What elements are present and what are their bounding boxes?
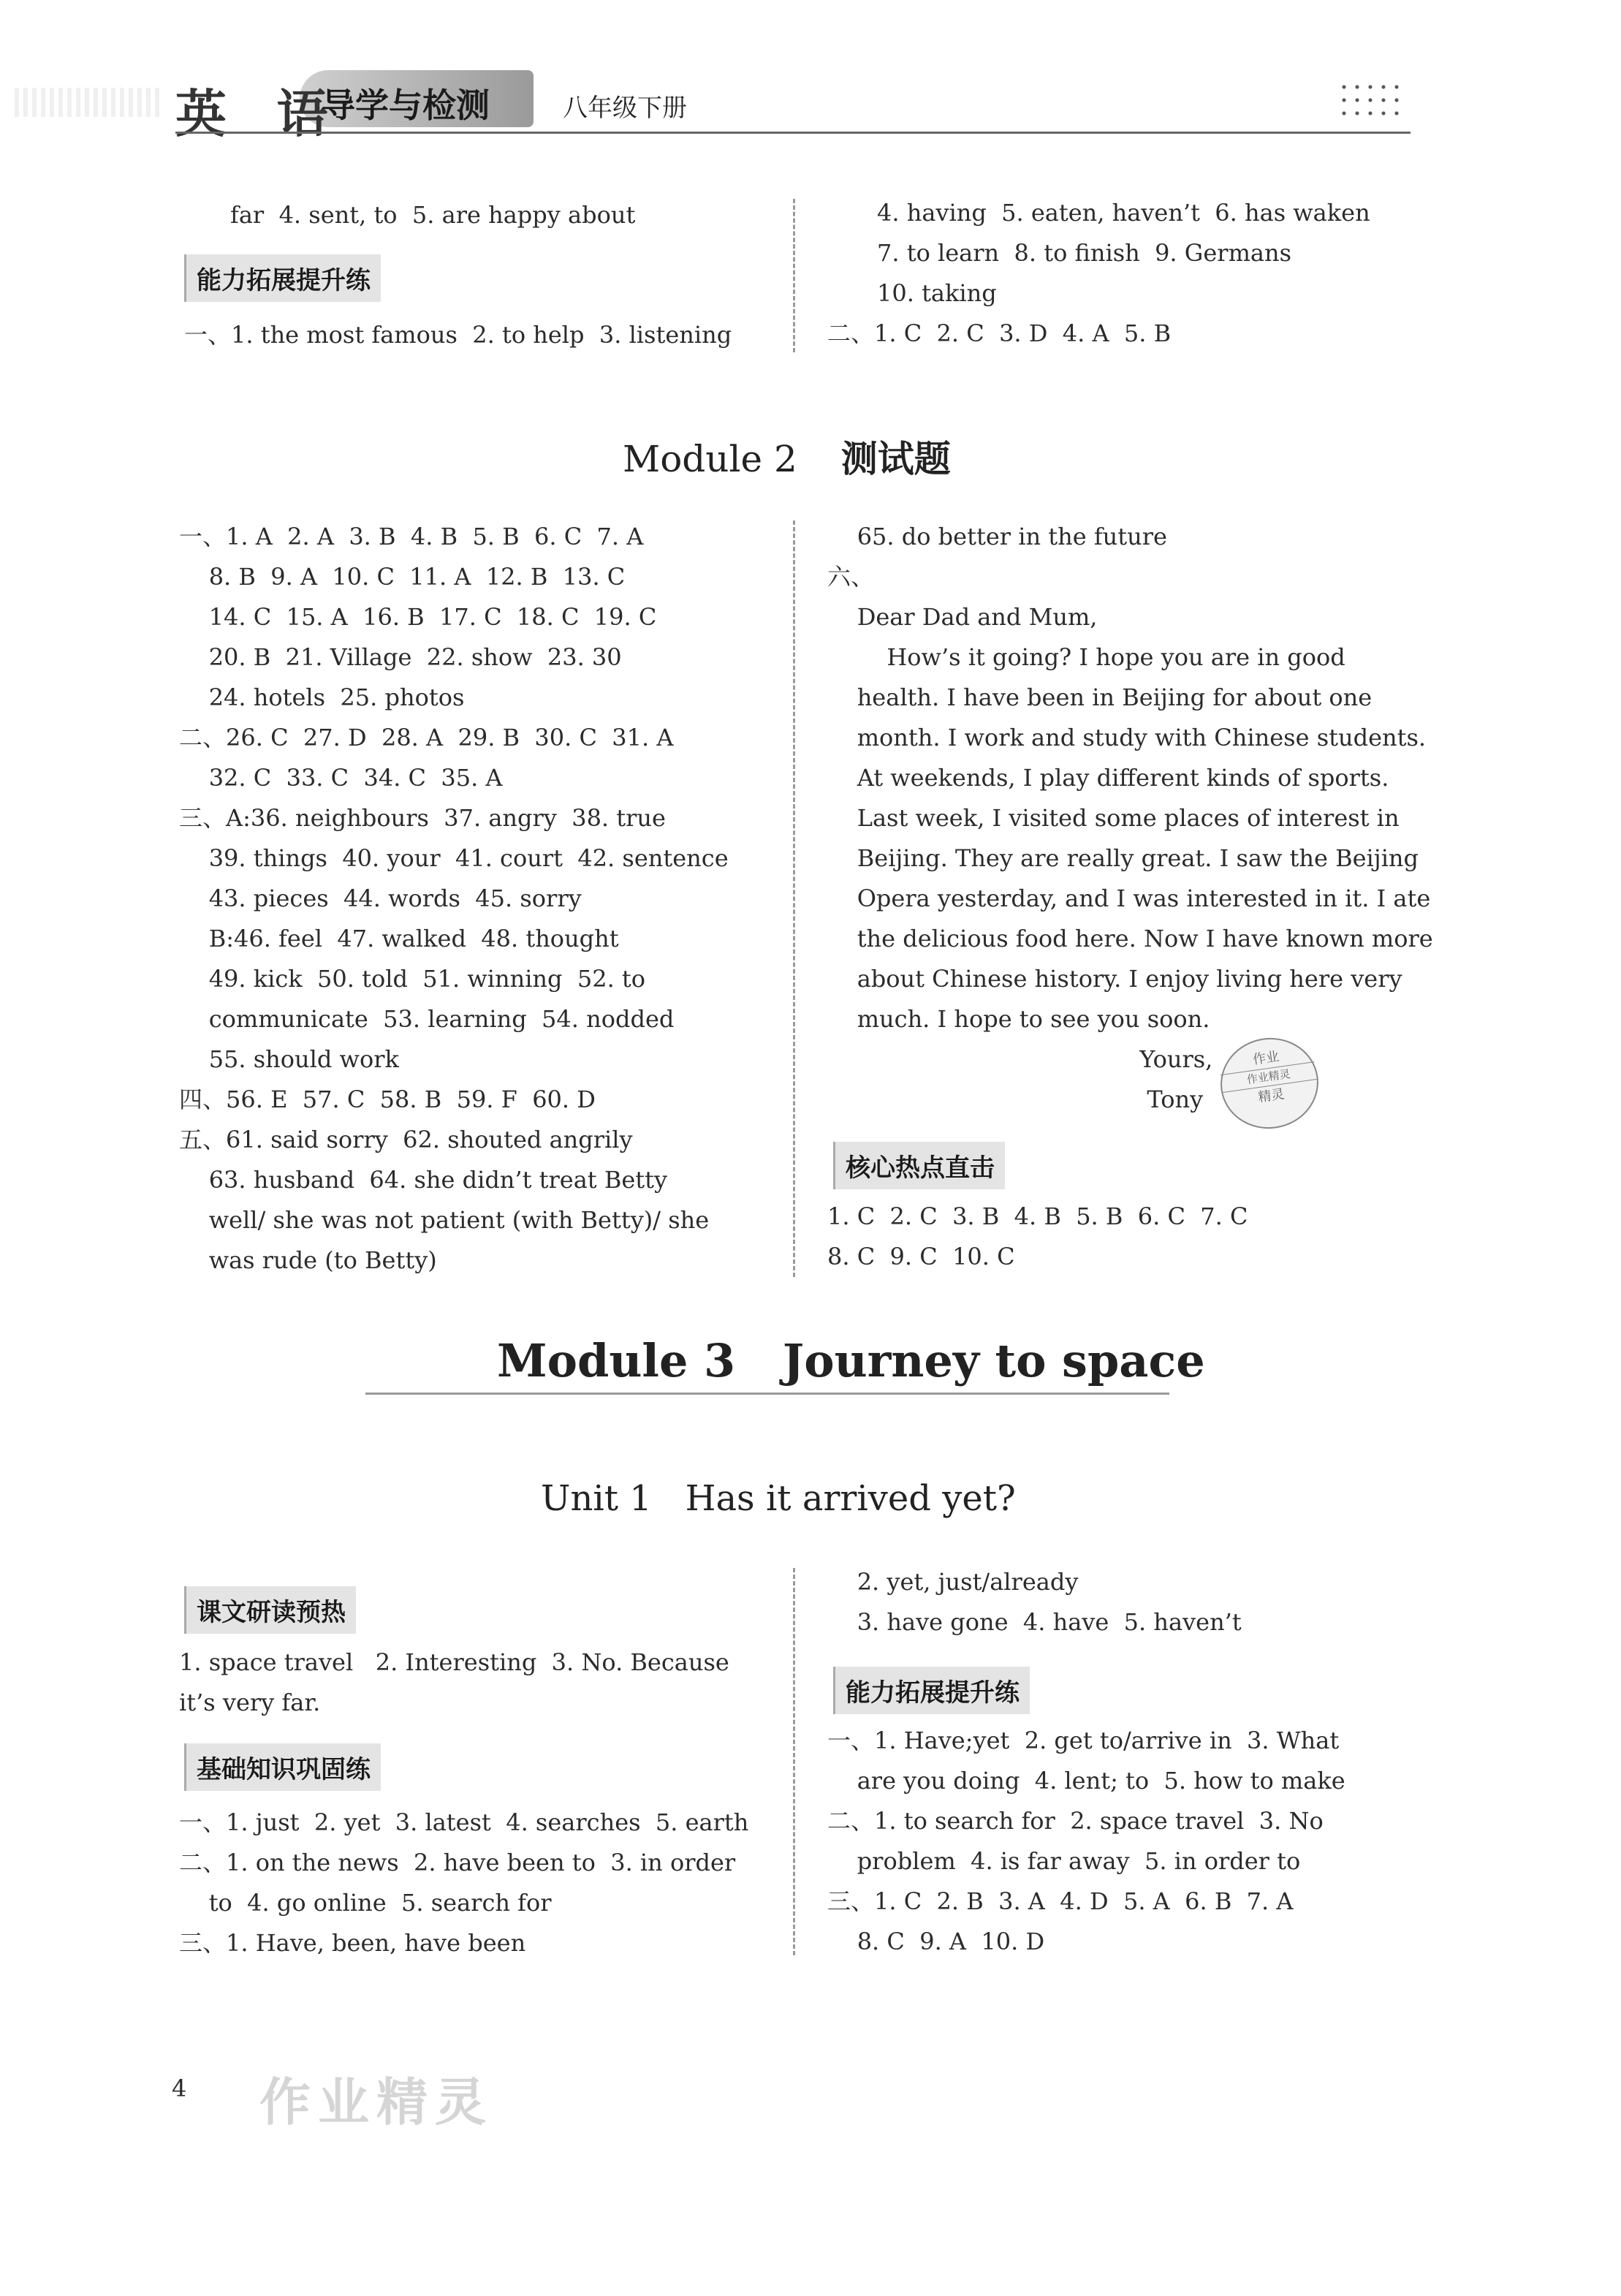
watermark: 作业精灵	[259, 2072, 493, 2132]
answer-line: Tony	[827, 1086, 1204, 1113]
answer-line: 55. should work	[179, 1045, 399, 1073]
module3-underline	[365, 1393, 1169, 1395]
answer-line: 20. B 21. Village 22. show 23. 30	[179, 643, 622, 671]
answer-line: Beijing. They are really great. I saw the Beijing	[827, 844, 1419, 872]
answer-line: 63. husband 64. she didn’t treat Betty	[179, 1166, 668, 1194]
answer-line: Yours,	[827, 1045, 1213, 1073]
section-heading: 能力拓展提升练	[184, 254, 381, 302]
answer-line: 10. taking	[877, 279, 997, 307]
header-decoration	[15, 88, 161, 117]
answer-line: At weekends, I play different kinds of sports.	[827, 764, 1389, 792]
answer-line: 四、56. E 57. C 58. B 59. F 60. D	[179, 1086, 596, 1113]
answer-line: the delicious food here. Now I have known more	[827, 925, 1433, 952]
answer-line: 二、26. C 27. D 28. A 29. B 30. C 31. A	[179, 724, 674, 751]
grade-label: 八年级下册	[563, 94, 687, 123]
answer-line: 1. space travel 2. Interesting 3. No. Because	[179, 1648, 729, 1676]
section-heading: 基础知识巩固练	[184, 1743, 381, 1791]
section-heading: 核心热点直击	[833, 1142, 1005, 1189]
answer-line: health. I have been in Beijing for about one	[827, 683, 1373, 711]
answer-line: month. I work and study with Chinese students.	[827, 724, 1427, 751]
answer-line: 1. C 2. C 3. B 4. B 5. B 6. C 7. C	[827, 1202, 1248, 1230]
stamp-logo	[1215, 1031, 1324, 1134]
header-divider	[175, 132, 1411, 134]
answer-line: 24. hotels 25. photos	[179, 683, 465, 711]
answer-line: 二、1. to search for 2. space travel 3. No	[827, 1807, 1324, 1835]
answer-line: problem 4. is far away 5. in order to	[827, 1847, 1301, 1875]
answer-line: 一、1. A 2. A 3. B 4. B 5. B 6. C 7. A	[179, 523, 644, 550]
answer-line: Last week, I visited some places of interest in	[827, 804, 1400, 832]
answer-line: 六、	[827, 563, 875, 591]
answer-line: Dear Dad and Mum,	[827, 603, 1098, 631]
module2-title-cn: 测试题	[840, 438, 951, 480]
page-number: 4	[172, 2075, 187, 2102]
answer-line: 三、1. Have, been, have been	[179, 1929, 526, 1957]
answer-line: 二、1. C 2. C 3. D 4. A 5. B	[827, 319, 1172, 347]
answer-line: 三、A:36. neighbours 37. angry 38. true	[179, 804, 666, 832]
answer-line: much. I hope to see you soon.	[827, 1005, 1210, 1033]
stamp-text: 作业	[1251, 1048, 1280, 1068]
answer-line: 五、61. said sorry 62. shouted angrily	[179, 1126, 633, 1153]
answer-line: 3. have gone 4. have 5. haven’t	[827, 1608, 1242, 1636]
answer-line: 一、1. Have;yet 2. get to/arrive in 3. What	[827, 1727, 1340, 1754]
answer-line: 一、1. the most famous 2. to help 3. listening	[184, 321, 732, 349]
subject-title: 英 语	[175, 83, 344, 144]
answer-line: far 4. sent, to 5. are happy about	[230, 201, 636, 229]
answer-line: How’s it going? I hope you are in good	[827, 643, 1345, 671]
answer-line: 7. to learn 8. to finish 9. Germans	[877, 239, 1292, 267]
column-divider	[793, 1568, 795, 1955]
answer-line: well/ she was not patient (with Betty)/ she	[179, 1206, 710, 1234]
answer-line: 49. kick 50. told 51. winning 52. to	[179, 965, 646, 993]
dot-grid-icon	[1337, 80, 1403, 124]
stamp-text: 精灵	[1257, 1086, 1286, 1105]
answer-line: 三、1. C 2. B 3. A 4. D 5. A 6. B 7. A	[827, 1887, 1294, 1915]
answer-line: 8. B 9. A 10. C 11. A 12. B 13. C	[179, 563, 626, 591]
answer-line: 43. pieces 44. words 45. sorry	[179, 884, 582, 912]
answer-line: 8. C 9. C 10. C	[827, 1243, 1015, 1270]
answer-line: Opera yesterday, and I was interested in it. I ate	[827, 884, 1431, 912]
section-heading: 能力拓展提升练	[833, 1667, 1030, 1714]
unit-title: Unit 1 Has it arrived yet?	[541, 1478, 1016, 1519]
answer-line: 65. do better in the future	[827, 523, 1167, 550]
module3-title: Module 3 Journey to space	[497, 1334, 1205, 1387]
column-divider	[793, 520, 795, 1277]
answer-line: 二、1. on the news 2. have been to 3. in order	[179, 1849, 736, 1876]
answer-line: 8. C 9. A 10. D	[827, 1928, 1045, 1955]
answer-line: 39. things 40. your 41. court 42. sentence	[179, 844, 729, 872]
answer-line: it’s very far.	[179, 1689, 321, 1716]
answer-line: 14. C 15. A 16. B 17. C 18. C 19. C	[179, 603, 657, 631]
answer-line: communicate 53. learning 54. nodded	[179, 1005, 675, 1033]
stamp-text: 作业精灵	[1221, 1061, 1317, 1092]
answer-line: 2. yet, just/already	[827, 1568, 1079, 1596]
column-divider	[793, 199, 795, 352]
module2-heading	[623, 430, 951, 482]
answer-line: 4. having 5. eaten, haven’t 6. has waken	[877, 199, 1370, 227]
answer-line: are you doing 4. lent; to 5. how to make	[827, 1767, 1345, 1795]
answer-line: B:46. feel 47. walked 48. thought	[179, 925, 619, 952]
answer-line: 一、1. just 2. yet 3. latest 4. searches 5. earth	[179, 1808, 749, 1836]
answer-line: to 4. go online 5. search for	[179, 1889, 552, 1917]
answer-line: 32. C 33. C 34. C 35. A	[179, 764, 503, 792]
module2-title: Module 2	[623, 438, 797, 480]
answer-line: was rude (to Betty)	[179, 1246, 437, 1274]
series-title: 导学与检测	[322, 86, 490, 125]
section-heading: 课文研读预热	[184, 1586, 356, 1634]
answer-line: about Chinese history. I enjoy living here very	[827, 965, 1402, 993]
